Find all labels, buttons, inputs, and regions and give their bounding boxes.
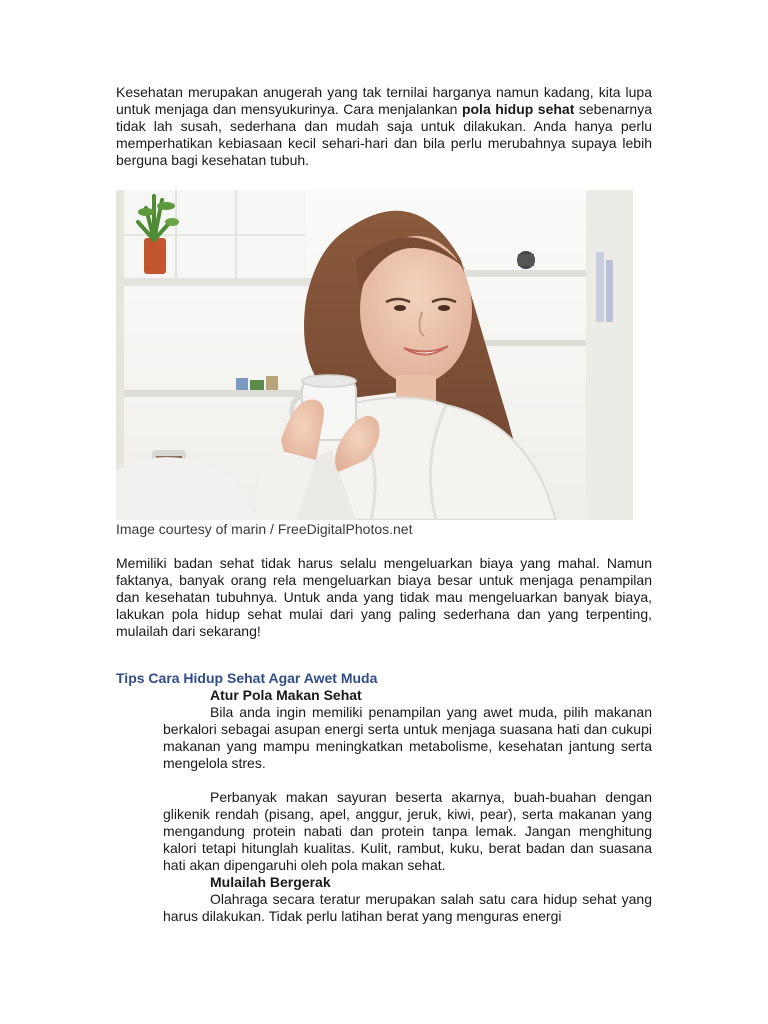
pola-makan-paragraph-1: Bila anda ingin memiliki penampilan yang awet muda, pilih makanan berkalori sebagai asupan energi serta untuk menjaga suasana hati dan cukupi makanan yang mampu meningkatkan metabolisme, kesehatan jantung serta mengelola stres. xyxy=(163,704,652,771)
section-heading: Tips Cara Hidup Sehat Agar Awet Muda xyxy=(116,670,378,686)
body-paragraph: Memiliki badan sehat tidak harus selalu mengeluarkan biaya yang mahal. Namun faktanya, banyak orang rela mengeluarkan biaya besar untuk menjaga penampilan dan kesehatan tubuhnya. Untuk anda yang tidak mau mengeluarkan banyak biaya, lakukan pola hidup sehat mulai dari yang paling sederhana dan yang terpenting, mulailah dari sekarang! xyxy=(116,555,652,639)
document-page xyxy=(116,84,652,925)
tips-section xyxy=(163,687,652,925)
intro-text-1: Kesehatan merupakan anugerah yang tak ternilai harganya namun kadang, kita lupa untuk menjaga dan mensyukurinya. Cara menjalankan xyxy=(116,84,652,117)
intro-paragraph xyxy=(116,84,652,169)
subheading-pola-makan: Atur Pola Makan Sehat xyxy=(210,687,362,703)
image-caption: Image courtesy of marin / FreeDigitalPhotos.net xyxy=(116,521,413,537)
bergerak-paragraph: Olahraga secara teratur merupakan salah satu cara hidup sehat yang harus dilakukan. Tidak perlu latihan berat yang menguras energi xyxy=(163,891,652,924)
intro-text-2: sebenarnya tidak lah susah, sederhana dan mudah saja untuk dilakukan. Anda hanya perlu memperhatikan kebiasaan kecil sehari-hari dan bila perlu merubahnya supaya lebih berguna bagi kesehatan tubuh. xyxy=(116,101,653,168)
subheading-bergerak: Mulailah Bergerak xyxy=(210,874,331,890)
pola-makan-paragraph-2: Perbanyak makan sayuran beserta akarnya, buah-buahan dengan glikenik rendah (pisang, apel, anggur, jeruk, kiwi, pear), serta makanan yang mengandung protein nabati dan protein tanpa lemak. Jangan menghitung kalori tetapi hitunglah kualitas. Kulit, rambut, kuku, berat badan dan suasana hati akan dipengaruhi oleh pola makan sehat. xyxy=(163,789,652,873)
intro-bold-term: pola hidup sehat xyxy=(461,101,575,117)
woman-with-mug-photo xyxy=(116,190,633,520)
